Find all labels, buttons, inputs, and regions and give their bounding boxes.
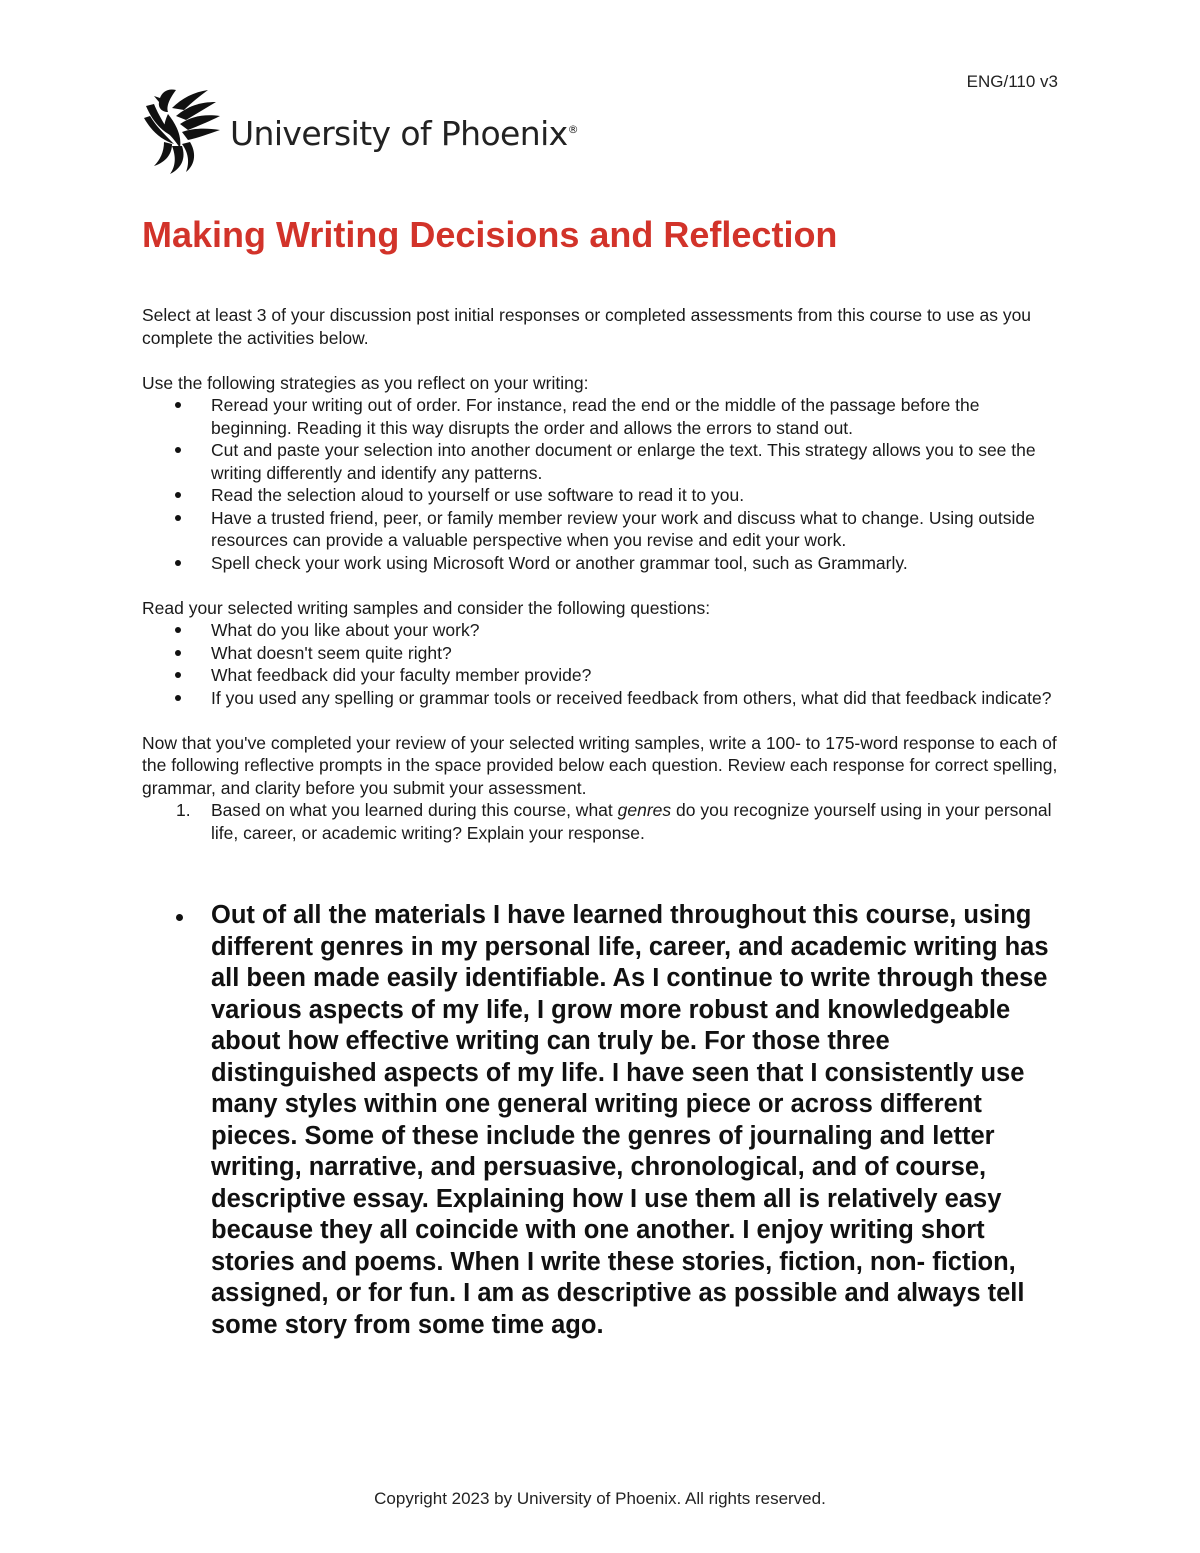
instructions-paragraph: Now that you've completed your review of your selected writing samples, write a 100- to 175-word response to each of the following reflective prompts in the space provided below each question. Review each response for correct spelling, grammar, and clarity before you submit your assessment. xyxy=(142,732,1058,798)
list-item: Have a trusted friend, peer, or family member review your work and discuss what to change. Using outside resources can provide a valuable perspective when you revise and edit your work. xyxy=(142,507,1062,552)
intro-paragraph: Select at least 3 of your discussion post initial responses or completed assessments from this course to use as you complete the activities below. xyxy=(142,305,1032,348)
prompt-emphasis: genres xyxy=(617,800,672,820)
prompt-text: Based on what you learned during this course, what xyxy=(211,800,618,820)
prompts-list xyxy=(142,799,1062,844)
prompt-text-end: do you recognize yourself using in your personal life, career, or academic writing? Explain your response. xyxy=(211,800,1052,843)
list-item: What doesn't seem quite right? xyxy=(142,642,1062,665)
list-item: If you used any spelling or grammar tools or received feedback from others, what did that feedback indicate? xyxy=(142,687,1062,710)
document-body xyxy=(142,304,1062,844)
strategies-list xyxy=(142,394,1062,574)
prompt-number: 1. xyxy=(176,800,191,820)
university-logo xyxy=(142,84,578,176)
page-title: Making Writing Decisions and Reflection xyxy=(142,214,838,255)
questions-list xyxy=(142,619,1062,709)
answer-text: Out of all the materials I have learned throughout this course, using different genres in my personal life, career, and academic writing has all been made easily identifiable. As I continue to write through these various aspects of my life, I grow more robust and knowledgeable about how effective writing can truly be. For those three distinguished aspects of my life. I have seen that I consistently use many styles within one general writing piece or across different pieces. Some of these include the genres of journaling and letter writing, narrative, and persuasive, chronological, and of course, descriptive essay. Explaining how I use them all is relatively easy because they all coincide with one another. I enjoy writing short stories and poems. When I write these stories, fiction, non- fiction, assigned, or for fun. I am as descriptive as possible and always tell some story from some time ago. xyxy=(211,901,1049,1339)
student-answer xyxy=(142,900,1062,1341)
logo-wordmark: University of Phoenix® xyxy=(230,113,578,153)
questions-lead: Read your selected writing samples and consider the following questions: xyxy=(142,597,711,618)
prompt-item xyxy=(142,799,1062,844)
registered-mark: ® xyxy=(567,122,578,136)
list-item: What do you like about your work? xyxy=(142,619,1062,642)
phoenix-bird-icon xyxy=(142,84,224,176)
list-item: Read the selection aloud to yourself or use software to read it to you. xyxy=(142,484,1062,507)
course-code: ENG/110 v3 xyxy=(966,72,1058,91)
answer-bullet xyxy=(176,914,183,921)
copyright-footer: Copyright 2023 by University of Phoenix. All rights reserved. xyxy=(374,1489,826,1508)
list-item: What feedback did your faculty member provide? xyxy=(142,664,1062,687)
list-item: Spell check your work using Microsoft Word or another grammar tool, such as Grammarly. xyxy=(142,552,1062,575)
strategies-lead: Use the following strategies as you reflect on your writing: xyxy=(142,372,589,393)
list-item: Cut and paste your selection into another document or enlarge the text. This strategy allows you to see the writing differently and identify any patterns. xyxy=(142,439,1062,484)
list-item: Reread your writing out of order. For instance, read the end or the middle of the passage before the beginning. Reading it this way disrupts the order and allows the errors to stand out. xyxy=(142,394,1062,439)
